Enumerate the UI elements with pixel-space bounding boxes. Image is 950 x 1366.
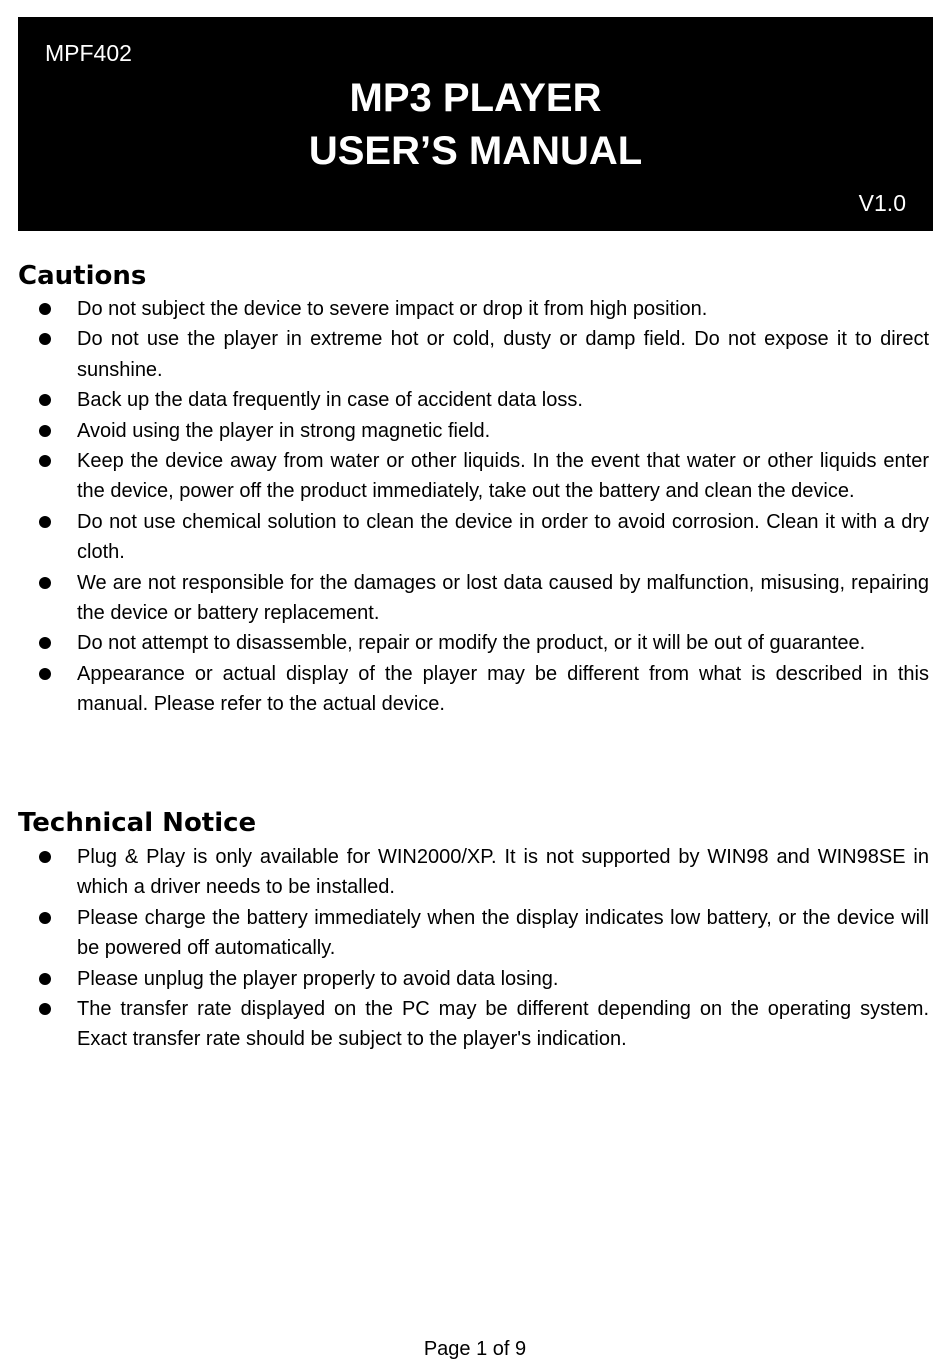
list-item bbox=[0, 628, 950, 658]
list-item-text: Plug & Play is only available for WIN2000/XP. It is not supported by WIN98 and WIN98SE in which a driver needs to be installed. bbox=[77, 846, 929, 899]
list-item-text: The transfer rate displayed on the PC may be different depending on the operating system. Exact transfer rate should be subject to the player's indication. bbox=[77, 998, 929, 1051]
bullet-icon bbox=[39, 455, 51, 467]
list-item bbox=[0, 385, 950, 415]
list-item bbox=[0, 903, 950, 964]
list-item-text: Keep the device away from water or other liquids. In the event that water or other liquids enter the device, power off the product immediately, take out the battery and clean the device. bbox=[77, 450, 929, 503]
bullet-icon bbox=[39, 303, 51, 315]
list-item-text: Please unplug the player properly to avoid data losing. bbox=[77, 967, 559, 990]
list-item bbox=[0, 294, 950, 324]
cautions-list bbox=[0, 294, 950, 720]
title-banner bbox=[18, 17, 933, 231]
bullet-icon bbox=[39, 973, 51, 985]
title-line-2: USER’S MANUAL bbox=[308, 129, 643, 173]
bullet-icon bbox=[39, 1003, 51, 1015]
bullet-icon bbox=[39, 394, 51, 406]
list-item-text: Avoid using the player in strong magnetic field. bbox=[77, 419, 491, 442]
list-item bbox=[0, 324, 950, 385]
bullet-icon bbox=[39, 668, 51, 680]
list-item-text: Do not use chemical solution to clean the device in order to avoid corrosion. Clean it with a dry cloth. bbox=[77, 510, 929, 564]
list-item-text: Do not use the player in extreme hot or cold, dusty or damp field. Do not expose it to direct sunshine. bbox=[77, 328, 929, 381]
bullet-icon bbox=[39, 912, 51, 924]
list-item-text: Appearance or actual display of the player may be different from what is described in this manual. Please refer to the actual device. bbox=[77, 662, 929, 716]
bullet-icon bbox=[39, 425, 51, 437]
list-item-text: Please charge the battery immediately when the display indicates low battery, or the device will be powered off automatically. bbox=[77, 906, 929, 960]
bullet-icon bbox=[39, 577, 51, 589]
list-item-text: Do not subject the device to severe impact or drop it from high position. bbox=[77, 298, 708, 320]
list-item bbox=[0, 568, 950, 629]
bullet-icon bbox=[39, 851, 51, 863]
list-item bbox=[0, 842, 950, 903]
list-item-text: Do not attempt to disassemble, repair or modify the product, or it will be out of guarantee. bbox=[77, 632, 866, 655]
list-item bbox=[0, 659, 950, 720]
list-item-text: Back up the data frequently in case of accident data loss. bbox=[77, 389, 583, 412]
model-number: MPF402 bbox=[45, 40, 132, 66]
cautions-heading: Cautions bbox=[18, 261, 147, 291]
list-item bbox=[0, 964, 950, 994]
page-number: Page 1 of 9 bbox=[423, 1338, 527, 1360]
title-line-1: MP3 PLAYER bbox=[349, 76, 602, 120]
technical-notice-heading: Technical Notice bbox=[18, 808, 257, 838]
list-item-text: We are not responsible for the damages or lost data caused by malfunction, misusing, repairing the device or battery replacement. bbox=[77, 571, 929, 625]
technical-notice-list bbox=[0, 842, 950, 1055]
list-item bbox=[0, 994, 950, 1055]
list-item bbox=[0, 507, 950, 568]
list-item bbox=[0, 416, 950, 446]
bullet-icon bbox=[39, 516, 51, 528]
list-item bbox=[0, 446, 950, 507]
bullet-icon bbox=[39, 637, 51, 649]
version-label: V1.0 bbox=[858, 190, 906, 216]
bullet-icon bbox=[39, 333, 51, 345]
